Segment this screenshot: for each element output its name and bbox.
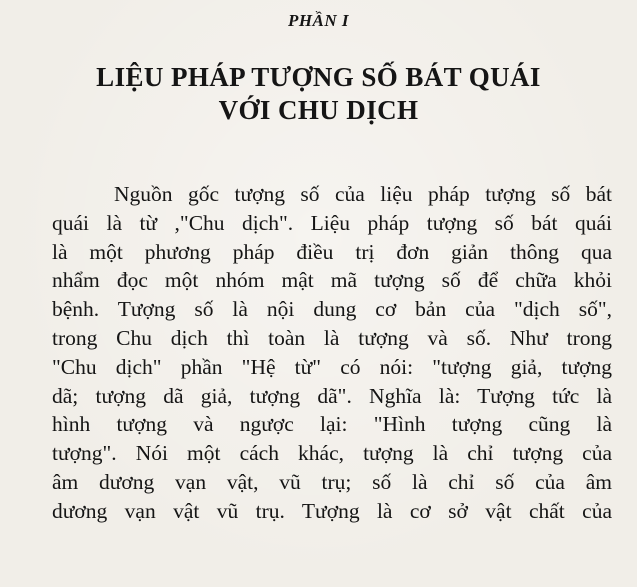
chapter-title bbox=[0, 61, 637, 127]
text-line: Nguồn gốc tượng số của liệu pháp tượng số bát bbox=[114, 182, 612, 206]
text-line: "Chu dịch" phần "Hệ từ" có nói: "tượng giả, tượng bbox=[52, 354, 612, 379]
text-line: âm dương vạn vật, vũ trụ; số là chỉ số của âm bbox=[52, 469, 612, 494]
text-line: nhẩm đọc một nhóm mật mã tượng số để chữa khỏi bbox=[52, 268, 612, 293]
text-line: trong Chu dịch thì toàn là tượng và số. Như trong bbox=[52, 325, 612, 350]
text-line: quái là từ ,"Chu dịch". Liệu pháp tượng số bát quái bbox=[52, 210, 612, 235]
text-line: là một phương pháp điều trị đơn giản thông qua bbox=[52, 239, 612, 264]
body-paragraph bbox=[52, 180, 612, 526]
chapter-title-line-2: VỚI CHU DỊCH bbox=[218, 95, 419, 125]
text-line: tượng". Nói một cách khác, tượng là chỉ tượng của bbox=[52, 441, 612, 466]
text-line: dã; tượng dã giả, tượng dã". Nghĩa là: Tượng tức là bbox=[52, 383, 612, 408]
chapter-title-line-1: LIỆU PHÁP TƯỢNG SỐ BÁT QUÁI bbox=[96, 62, 541, 92]
text-line: dương vạn vật vũ trụ. Tượng là cơ sở vật chất của bbox=[52, 498, 612, 523]
text-line: hình tượng và ngược lại: "Hình tượng cũng là bbox=[52, 412, 612, 437]
part-label: PHẦN I bbox=[287, 11, 350, 30]
text-line: bệnh. Tượng số là nội dung cơ bản của "dịch số", bbox=[52, 297, 612, 322]
